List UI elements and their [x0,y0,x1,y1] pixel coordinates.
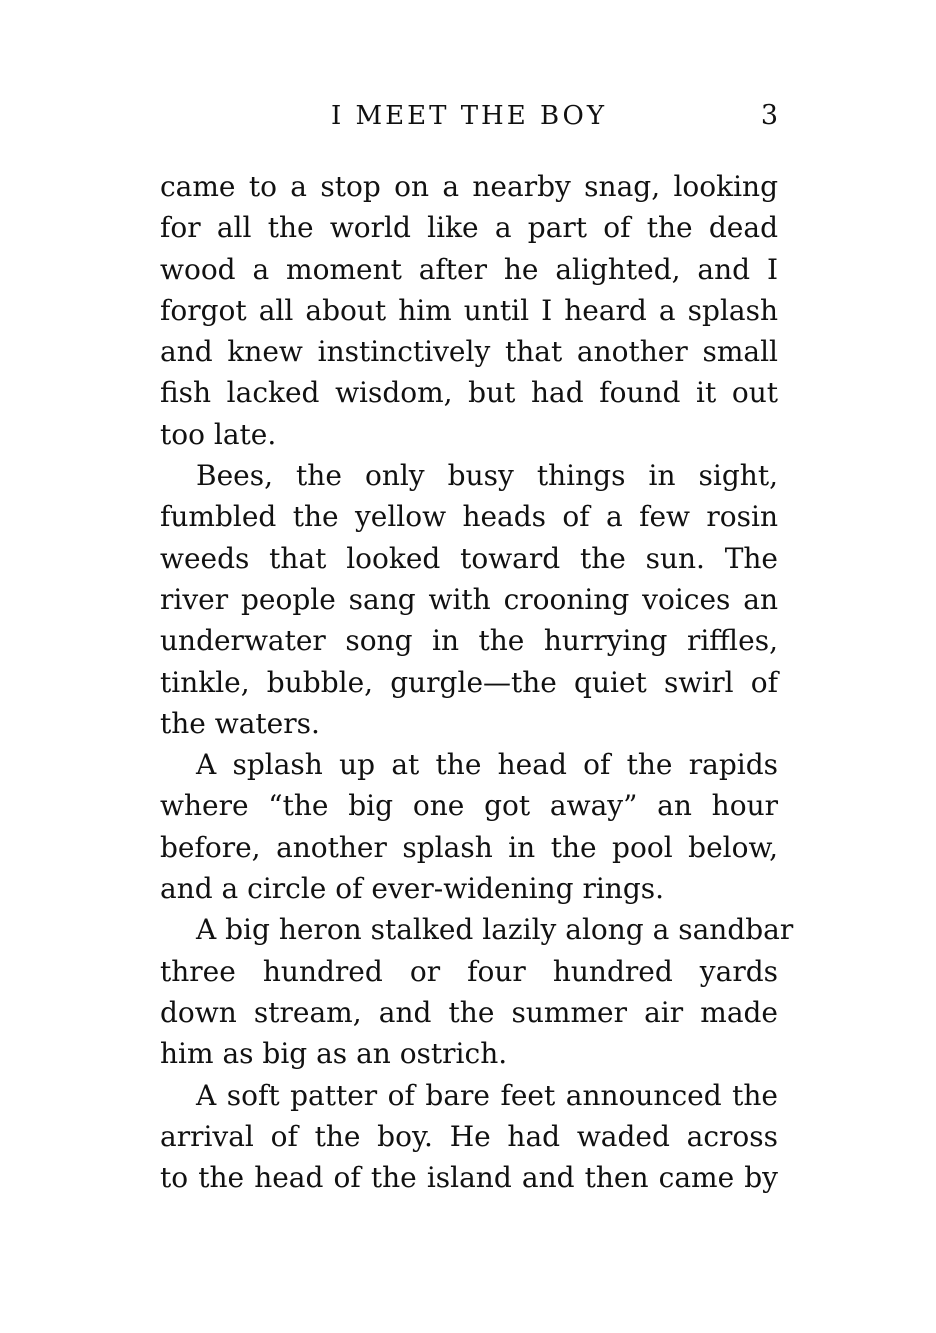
text-line: for all the world like a part of the dead [160,211,778,245]
paragraph [160,1075,778,1199]
text-line: three hundred or four hundred yards [160,954,778,988]
paragraph [160,744,778,909]
text-line: fish lacked wisdom, but had found it out [160,376,778,410]
running-head [160,96,778,136]
text-line: and a circle of ever-widening rings. [160,872,665,906]
text-line: Bees, the only busy things in sight, [196,459,778,493]
text-line: A splash up at the head of the rapids [196,748,778,782]
text-line: too late. [160,417,277,451]
text-line: arrival of the boy. He had waded across [160,1119,778,1153]
chapter-title: I MEET THE BOY [330,101,608,131]
text-line: him as big as an ostrich. [160,1037,508,1071]
text-line: underwater song in the hurrying riffles, [160,624,778,658]
text-line: where “the big one got away” an hour [160,789,778,823]
body-text [160,166,794,1198]
text-line: came to a stop on a nearby snag, looking [160,170,778,203]
text-line: weeds that looked toward the sun. The [160,541,778,575]
text-line: to the head of the island and then came by [160,1161,778,1195]
paragraph [160,166,778,455]
text-line: fumbled the yellow heads of a few rosin [160,500,778,534]
text-line: river people sang with crooning voices an [160,582,778,616]
paragraph [160,455,778,744]
text-line: down stream, and the summer air made [160,995,778,1029]
text-line: tinkle, bubble, gurgle—the quiet swirl of [160,665,778,699]
paragraph [160,909,794,1074]
text-line: before, another splash in the pool below, [160,830,778,864]
text-line: wood a moment after he alighted, and I [160,252,778,286]
text-line: the waters. [160,706,320,740]
text-line: A soft patter of bare feet announced the [196,1078,778,1112]
text-line: A big heron stalked lazily along a sandbar [196,913,794,947]
page-number: 3 [760,100,778,131]
text-line: forgot all about him until I heard a splash [160,293,778,327]
text-line: and knew instinctively that another small [160,335,778,369]
